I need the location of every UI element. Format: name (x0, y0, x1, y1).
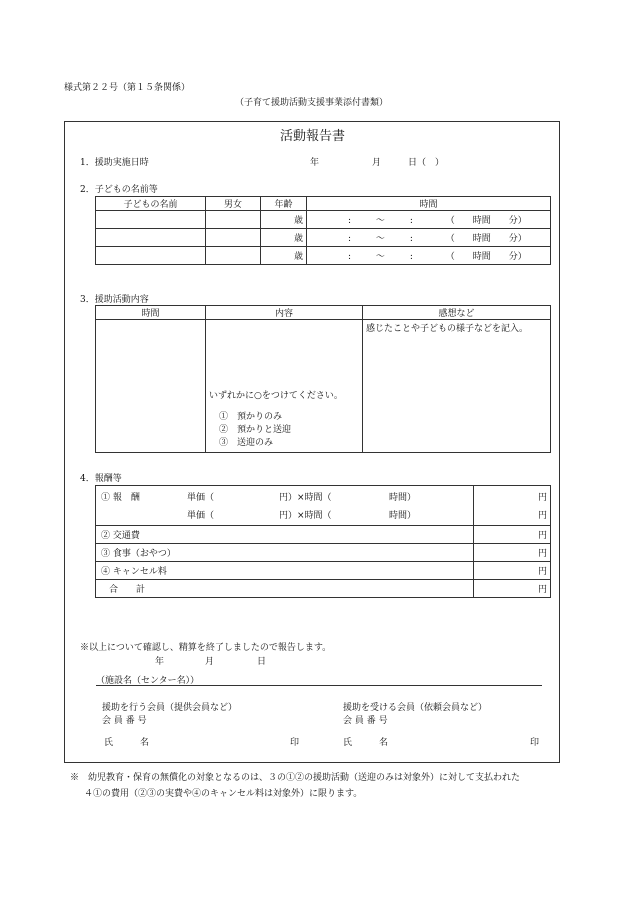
section-4-label: 4．報酬等 (80, 474, 122, 484)
receiver-seal: 印 (530, 738, 540, 748)
content-cell[interactable] (206, 320, 363, 453)
circle-instruction: いずれかに○をつけてください。 (209, 391, 343, 401)
receiver-name[interactable]: 氏 名 (343, 738, 389, 748)
cancel-fee-label: ④ キャンセル料 (96, 562, 474, 580)
child-row (96, 247, 551, 265)
option-3[interactable]: ③ 送迎のみ (219, 438, 274, 448)
section-2-label: 2．子どもの名前等 (80, 185, 158, 195)
form-number: 様式第２２号（第１５条関係） (64, 83, 191, 93)
activity-table (95, 305, 551, 453)
section-1-label: 1．援助実施日時 (80, 158, 149, 168)
header-content: 内容 (206, 306, 363, 320)
option-1[interactable]: ① 預かりのみ (219, 412, 283, 422)
header-sex: 男女 (206, 197, 261, 211)
activity-time-cell[interactable] (96, 320, 206, 453)
child-time-cell[interactable]: : ～ : （ 時間 分） (307, 247, 551, 265)
reward-amount-cell[interactable]: 円 円 (474, 486, 551, 526)
child-time-cell[interactable]: : ～ : （ 時間 分） (307, 211, 551, 229)
total-label: 合 計 (96, 580, 474, 598)
child-name-cell[interactable] (96, 229, 206, 247)
transport-amount-cell[interactable]: 円 (474, 526, 551, 544)
child-row (96, 229, 551, 247)
header-time: 時間 (307, 197, 551, 211)
children-table (95, 196, 551, 265)
child-age-cell[interactable]: 歳 (261, 247, 307, 265)
header-activity-time: 時間 (96, 306, 206, 320)
receiver-member-number[interactable]: 会 員 番 号 (343, 716, 388, 726)
footnote-line-2: ４①の費用（②③の実費や④のキャンセル料は対象外）に限ります。 (84, 789, 363, 799)
child-age-cell[interactable]: 歳 (261, 229, 307, 247)
page-title: 活動報告書 (280, 129, 346, 144)
child-sex-cell[interactable] (206, 247, 261, 265)
cancel-fee-amount-cell[interactable]: 円 (474, 562, 551, 580)
facility-name-label: （施設名（センター名）） (96, 676, 200, 686)
child-row (96, 211, 551, 229)
child-time-cell[interactable]: : ～ : （ 時間 分） (307, 229, 551, 247)
meal-amount-cell[interactable]: 円 (474, 544, 551, 562)
impressions-cell[interactable]: 感じたことや子どもの様子などを記入。 (363, 320, 551, 453)
provider-name[interactable]: 氏 名 (104, 738, 150, 748)
meal-label: ③ 食事（おやつ） (96, 544, 474, 562)
total-amount-cell[interactable]: 円 (474, 580, 551, 598)
facility-underline (96, 685, 542, 686)
reward-label: ① 報 酬 (101, 493, 140, 503)
provider-member-number[interactable]: 会 員 番 号 (102, 716, 147, 726)
confirm-year: 年 (155, 657, 165, 667)
fees-table (95, 485, 551, 598)
provider-seal: 印 (290, 738, 300, 748)
section-3-label: 3．援助活動内容 (80, 295, 149, 305)
child-sex-cell[interactable] (206, 211, 261, 229)
child-age-cell[interactable]: 歳 (261, 211, 307, 229)
date-month: 月 (372, 158, 382, 168)
confirm-day: 日 (257, 657, 267, 667)
option-2[interactable]: ② 預かりと送迎 (219, 425, 292, 435)
provider-member-label: 援助を行う会員（提供会員など） (102, 703, 238, 713)
confirmation-text: ※以上について確認し、精算を終了しましたので報告します。 (80, 643, 332, 653)
date-year: 年 (310, 158, 320, 168)
child-name-cell[interactable] (96, 247, 206, 265)
confirm-month: 月 (205, 657, 215, 667)
child-name-cell[interactable] (96, 211, 206, 229)
footnote-line-1: ※ 幼児教育・保育の無償化の対象となるのは、３の①②の援助活動（送迎のみは対象外）に対して支払われた (70, 773, 521, 783)
receiver-member-label: 援助を受ける会員（依頼会員など） (343, 703, 488, 713)
attached-note: （子育て援助活動支援事業添付書類） (235, 98, 389, 108)
header-impressions: 感想など (363, 306, 551, 320)
header-child-name: 子どもの名前 (96, 197, 206, 211)
header-age: 年齢 (261, 197, 307, 211)
date-day: 日（ ） (408, 158, 445, 168)
transport-label: ② 交通費 (96, 526, 474, 544)
child-sex-cell[interactable] (206, 229, 261, 247)
reward-cell[interactable]: ① 報 酬 単価（ 円）×時間（ 時間） 単価（ 円）×時間（ 時間） (96, 486, 474, 526)
